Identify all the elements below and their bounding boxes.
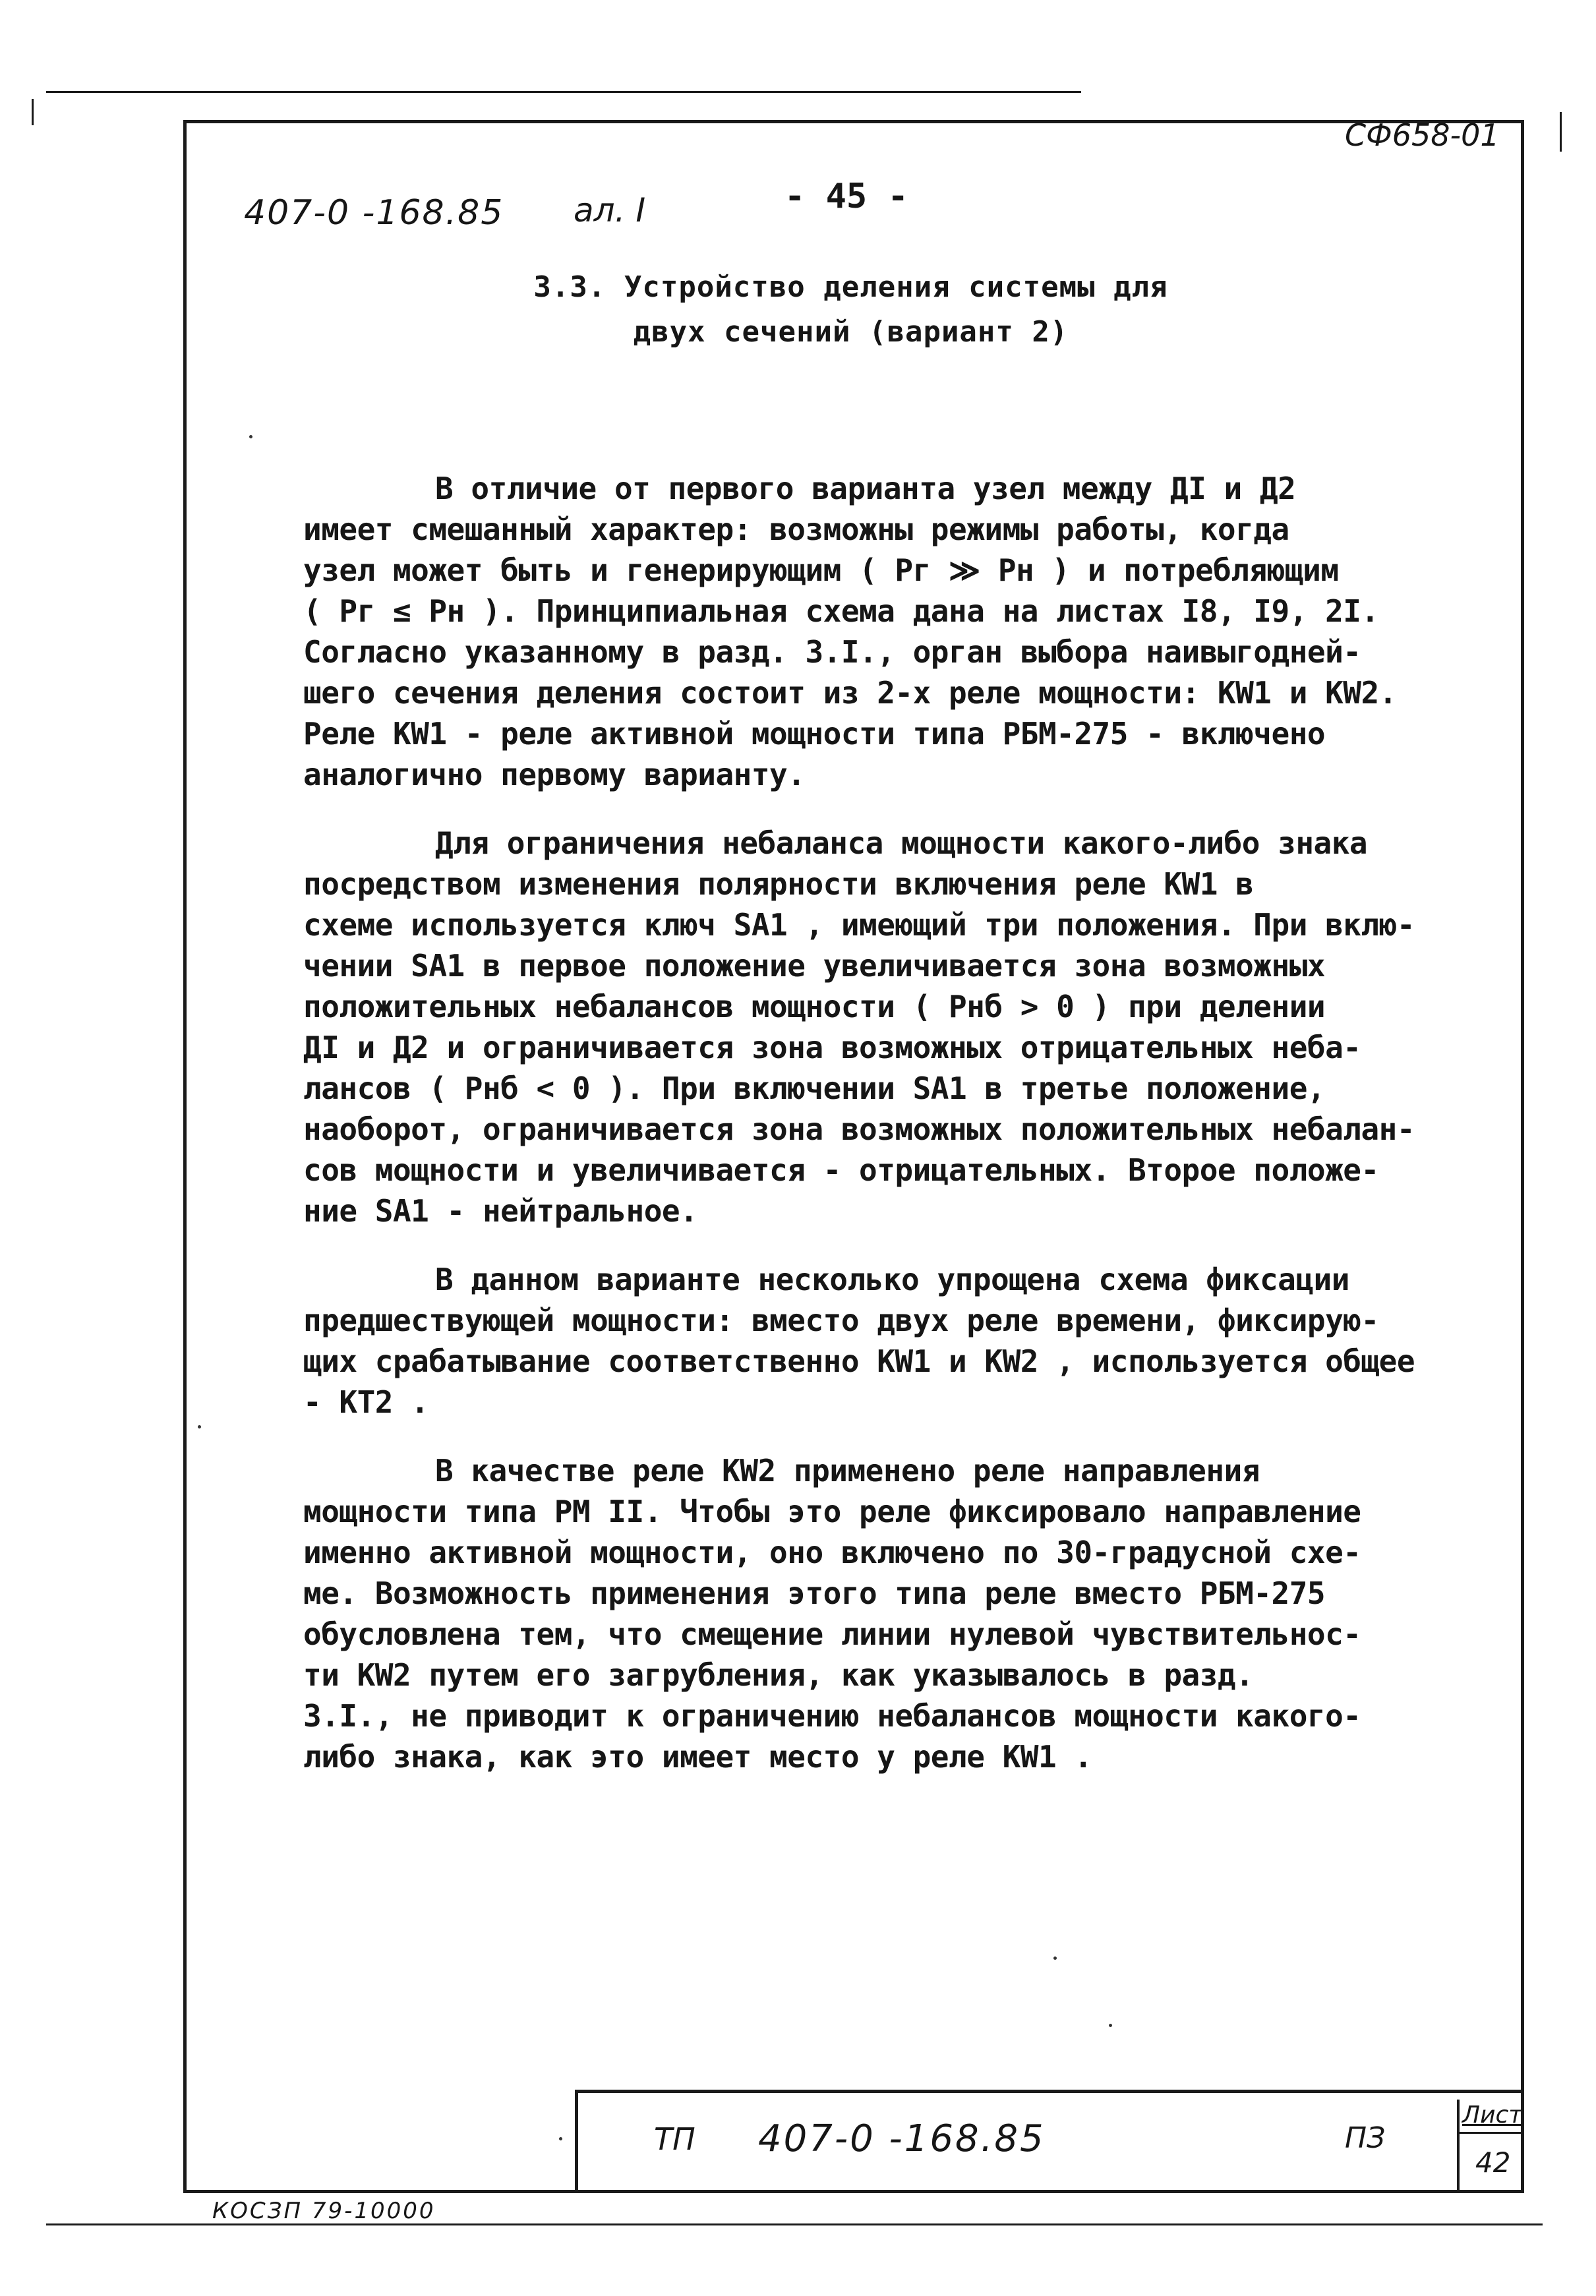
format-code: КОСЗП 79-10000	[212, 2198, 436, 2224]
paragraph-1	[303, 468, 1490, 795]
text-line: положительных небалансов мощности ( Pнб > 0 ) при делении	[303, 989, 1326, 1024]
archive-code: СФ658-01	[1345, 117, 1500, 153]
text-line: наоборот, ограничивается зона возможных положительных небалан-	[303, 1111, 1415, 1147]
text-line: узел может быть и генерирующим ( Pг ≫ Pн ) и потребляющим	[303, 552, 1339, 588]
text-line: Реле KW1 - реле активной мощности типа РБМ-275 - включено	[303, 716, 1326, 751]
text-line: ние SA1 - нейтральное.	[303, 1193, 698, 1229]
text-line: аналогично первому варианту.	[303, 757, 806, 792]
title-block-code: 407-0 -168.85	[758, 2117, 1046, 2160]
paragraph-2	[303, 823, 1490, 1231]
sheet-label: Лист	[1462, 2102, 1523, 2129]
left-margin-mark	[32, 99, 34, 125]
text-line: ме. Возможность применения этого типа реле вместо РБМ-275	[303, 1575, 1326, 1611]
text-line: имеет смешанный характер: возможны режимы работы, когда	[303, 512, 1289, 547]
text-line: В данном варианте несколько упрощена схема фиксации	[435, 1262, 1349, 1297]
scan-speck	[1109, 2024, 1112, 2027]
text-line: именно активной мощности, оно включено по 30-градусной схе-	[303, 1535, 1361, 1570]
text-line: чении SA1 в первое положение увеличивается зона возможных	[303, 948, 1326, 984]
paragraph-3	[303, 1259, 1490, 1423]
text-line: схеме используется ключ SA1 , имеющий три положения. При вклю-	[303, 907, 1415, 943]
text-line: В отличие от первого варианта узел между ДI и Д2	[435, 471, 1296, 506]
title-block-doc-type: ПЗ	[1345, 2121, 1386, 2155]
page-number: - 45 -	[784, 177, 908, 216]
text-line: либо знака, как это имеет место у реле KW1 .	[303, 1739, 1092, 1775]
text-line: посредством изменения полярности включения реле KW1 в	[303, 866, 1254, 902]
text-line: щих срабатывание соответственно KW1 и KW2 , используется общее - KT2 .	[303, 1343, 1415, 1420]
section-title-line1: 3.3. Устройство деления системы для	[533, 270, 1168, 304]
text-line: В качестве реле KW2 применено реле направления	[435, 1453, 1260, 1488]
right-margin-mark	[1560, 112, 1562, 152]
album-number: ал. I	[574, 191, 646, 229]
scan-speck	[249, 435, 252, 438]
paragraph-4	[303, 1450, 1490, 1777]
scan-speck	[559, 2137, 562, 2140]
scan-speck	[198, 1425, 201, 1428]
text-line: обусловлена тем, что смещение линии нулевой чувствительнос-	[303, 1616, 1361, 1652]
text-line: Согласно указанному в разд. 3.I., орган выбора наивыгодней-	[303, 634, 1361, 670]
text-line: Для ограничения небаланса мощности какого-либо знака	[435, 825, 1368, 861]
text-line: ДI и Д2 и ограничивается зона возможных отрицательных неба-	[303, 1030, 1361, 1065]
text-line: 3.I., не приводит к ограничению небалансов мощности какого-	[303, 1698, 1361, 1734]
top-rule	[46, 91, 1081, 93]
text-line: ( Pг ≤ Pн ). Принципиальная схема дана на листах I8, I9, 2I.	[303, 593, 1379, 629]
doc-code: 407-0 -168.85	[244, 193, 504, 233]
title-block-tp: ТП	[654, 2121, 695, 2157]
scan-speck	[1053, 1957, 1057, 1960]
sheet-number: 42	[1475, 2146, 1511, 2179]
text-line: предшествующей мощности: вместо двух реле времени, фиксирую-	[303, 1303, 1379, 1338]
text-line: сов мощности и увеличивается - отрицательных. Второе положе-	[303, 1152, 1379, 1188]
document-body	[303, 468, 1490, 1805]
section-title-line2: двух сечений (вариант 2)	[633, 315, 1069, 349]
text-line: лансов ( Pнб < 0 ). При включении SA1 в третье положение,	[303, 1071, 1326, 1106]
text-line: мощности типа РМ II. Чтобы это реле фиксировало направление	[303, 1494, 1361, 1529]
text-line: шего сечения деления состоит из 2-х реле мощности: KW1 и KW2.	[303, 675, 1397, 711]
text-line: ти KW2 путем его загрубления, как указывалось в разд.	[303, 1657, 1254, 1693]
sheet-box-divider	[1457, 2132, 1524, 2134]
